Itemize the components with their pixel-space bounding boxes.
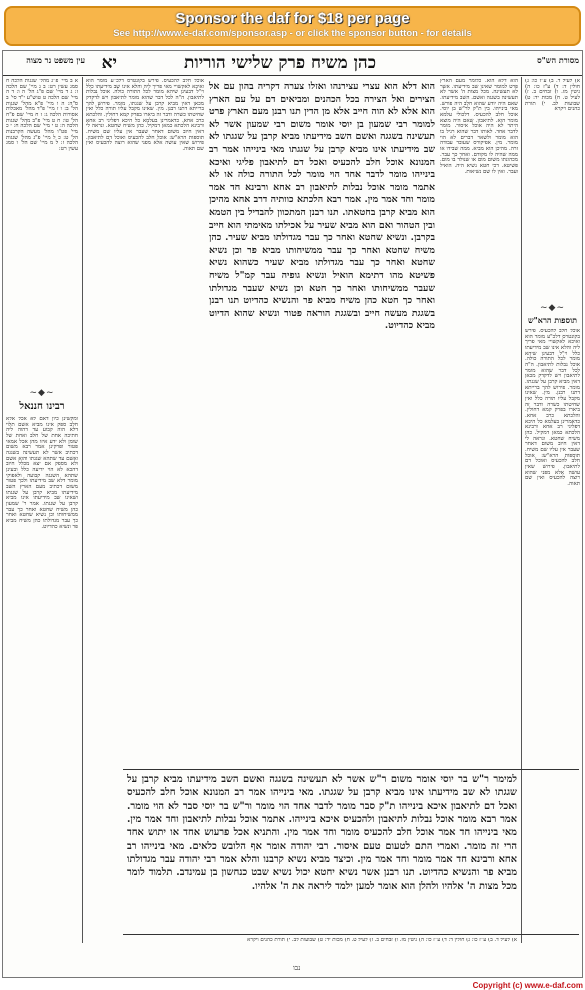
- rashi-column: הוא דלא הוא. כלומר מעם הארץ פרט למומר שאינו שב מידיעתו. אשר לא תעשינה. מכל מצות ה' אשר לא תעשינה בשגגה ואשם. השב מידיעתו. שאם היה יודע שהוא חלב היה פורש. מאי בינייהו. בין ת"ק לר"ש בן יוסי. אוכל חלב להכעיס. דלכולי עלמא מומר הוא. לתיאבון. שאם היה מוצא היתר לא היה אוכל איסור. מומר לדבר אחד. לאותו דבר שהוא רגיל בו הוא מומר ולשאר דברים לא הוי מומר. מין. אפיקורס שעובד עבודה זרה. מהיכן הוא מביא. ממה שבידו או ממה שהיה לו מקודם. ואחר כך עבר. מכהונתו משום מום או שנולד בו מום. פשיטא. דכי חטא נשיא היה. הואיל ועבר. ואין לו שם נשיאות.: [440, 79, 518, 175]
- section-rule: [123, 769, 579, 770]
- banner-subtitle[interactable]: See http://www.e-daf.com/sponsor.asp - or click the sponsor button - for details: [113, 28, 472, 39]
- tosafot-harosh-title: תוספות הרא"ש: [527, 315, 578, 325]
- tosafot-column: אוכל חלב להכעיס. פירש בקונטרס דלכ"ע מומר הוא ואיכא לאקשויי מאי פריך ליה והלא אינו שב מידיעתו כלל וי"ל דבעינן שיהא מומר לכל התורה כולה. אוכל נבלות לתיאבון. ה"ה לכל דבר שהוא מומר לתיאבון ויש לדקדק מכאן דאין מביא קרבן על שגגתו. מומר. פירוש להך ברייתא דתנו רבנן. מין. שאינו מקבל עליו תורה כלל ואין שחיטתו כשרה ודבר זה ביארו בפרק קמא דחולין. והלכתא כרב אחא. כדאמרינן בעלמא כל היכא דפליגי רב אחא ורבינא הלכתא כמאן דמקיל. כהן משיח שחטא. ונראה לי דאין חיוב משום דאחר שעבר אין עליו שם משיח. תוספות הרא"ש: אוכל חלב להכעיס ואוכל דם לתיאבון. פירוש שאין עושה אלא מפני שהוא רוצה להכעיס ואין שם תאוה.: [86, 79, 204, 153]
- gemara-main-text: הוא דלא הוא עצרי עצירנהו ואזלו צערה דקריה בהון עם אל הצירים ואל הצירה בכל הכהנים ומביאים דם על עם הארץ הוא אלא לא הוה חייב אלא מן הדין תנו רבנן מעם הארץ פרט למומר רבי שמעון בן יוסי אומר משום רבי שמעון אשר לא תעשינה בשגגה ואשם השב מידיעתו מביא קרבן על שגגתו לא שב מידיעתו אינו מביא קרבן על שגגתו מאי בינייהו אמר רב המנונא אוכל חלב להכעיס ואכל דם לתיאבון פליגי ואיכא בינייהו מומר לדבר אחד הוי מומר לכל התורה כולה או לא אתמר מומר אוכל נבלות לתיאבון רב אחא ורבינא חד אמר מומר וחד אמר מין. אמר רבא הלכתא כוותיה דרב אחא מהיכן הוא מביא קרבן בחטאתו. תנו רבנן המתכוון להבדיל בין הטמא ובין הטהור ואם הוא מביא שעיר על אכילתו מאימתי הוא חייב בקרבן. ונשיא שחטא ואחר כך עבר מגדולתו מביא שעיר. כהן משיח שחטא ואחר כך עבר ממשיחותו מביא פר וכן נשיא שחטא ואחר כך עבר מגדולתו מביא שעיר כשהוא נשיא פשיטא מהו דתימא הואיל ונשיא גופיה עבר קמ"ל משיח שעבר ממשיחותו ואחר כך חטא וכן נשיא שעבר מגדולתו ואחר כך חטא כהן משיח מביא פר והנשיא כהדיוט תנו רבנן בשגגת מעשה חייב ובשגגת הוראה פטור ונשיא שהוא הדיוט מביא כהדיוט.: [209, 81, 435, 332]
- header-rule: [3, 75, 582, 76]
- ornament-divider: ~◆~: [539, 303, 565, 313]
- header-daf-number: יא: [101, 53, 117, 73]
- header-ein-mishpat: עין משפט נר מצוה: [26, 55, 85, 65]
- gemara-lower-text: למימר ר"ש בר יוסי אומר משום ר"ש אשר לא תעשינה בשגגה ואשם השב מידיעתו מביא קרבן על שגגתו לא שב מידיעתו אינו מביא קרבן על שגגתו. מאי בינייהו אמר רב המנונא אוכל חלב להכעיס ואכל דם לתיאבון איכא בינייהו ת"ק סבר מומר לדבר אחד הוי מומר ור"ש בר יוסי סבר לא הוי מומר. אמר רבא מומר אוכל נבלות לתיאבון ולהכעיס איכא בינייהו. אתמר אוכל נבלות לתיאבון וחד אמר מין. מאי בינייהו חד אמר אוכל חלב להכעיס מומר וחד אמר מין. והתניא אכל פרעוש אחד או יתוש אחד הרי זה מומר. ואמרי התם לטעום טעם איסור. רבי יהודה אומר אף הלובש כלאים. מאי בינייהו רב אחא ורבינא חד אמר מומר וחד אמר מין. וכיצד מביא נשיא קרבנו והלא אמר רבי יהודה עבר מגדולתו מביא פר והנשיא כהדיוט. תנו רבנן אשר נשיא יחטא יכול נשיא שבט כנחשון בן עמינדב. תלמוד לומר מכל מצות ה' אלהיו ולהלן הוא אומר למען ילמד ליראה את ה' אלהיו.: [127, 774, 517, 892]
- column-rule: [521, 77, 522, 943]
- section-rule: [123, 934, 579, 935]
- rabbeinu-chananel-column: ומקשינן כיון דאם לא אכל אלא חלב ספק אינו מביא אשם תלוי דלא הוה קבוע עד דהוה ליה חתיכה אחת של חלב ואחת של שומן ולא ידע איזו מהן אכל אמאי פטור ופרקינן אמר רבא משום דכתיב אשר לא תעשינה בשגגה ואשם עד שתהא שגגתו והוא אשם ולא מספק אם יצא מכלל חיוב דהכא לא הוי ידיעה כלל ובעינן שתהא השגגה קבועה ולאפוקי מומר דלא שב מידיעתו ולכך פטור משום דכתיב מעם הארץ השב מידיעתו מביא קרבן על שגגתו ושאינו שב מידיעתו אינו מביא קרבן על שגגתו. אמר ר' שמעון כהן משיח שחטא ואחר כך עבר ממשיחותו וכן נשיא שחטא ואחר כך עבר מגדולתו כהן משיח מביא פר ונשיא כהדיוט.: [6, 417, 78, 530]
- talmud-page: [2, 50, 583, 978]
- banner-title[interactable]: Sponsor the daf for $18 per page: [175, 10, 410, 27]
- bottom-notes: א) לעיל ד. ב) ע"ז כו: ג) חולין ד: ד) ע"ז כו: ה) גיטין מז. ו) זבחים ב. ז) לעיל ט. ח) מכות יד: ט) שבועות לב. י) תורת כהנים ויקרא: [247, 938, 517, 943]
- page-number: נבו: [293, 964, 301, 972]
- tosafot-harosh-column: אוכל חלב להכעיס. פירש בקונטרס דלכ"ע מומר הוא ואיכא לאקשויי מאי פריך ליה והלא אינו שב מידיעתו כלל וי"ל דבעינן שיהא מומר לכל התורה כולה. אוכל נבלות לתיאבון. ה"ה לכל דבר שהוא מומר לתיאבון ויש לדקדק מכאן דאין מביא קרבן על שגגתו. מומר. פירוש להך ברייתא דתנו רבנן. מין. שאינו מקבל עליו תורה כלל ואין שחיטתו כשרה ודבר זה ביארו בפרק קמא דחולין. והלכתא כרב אחא. כדאמרינן בעלמא כל היכא דפליגי רב אחא ורבינא הלכתא כמאן דמקיל. כהן משיח שחטא. ונראה לי דאין חיוב משום דאחר שעבר אין עליו שם משיח. תוספות הרא"ש: אוכל חלב להכעיס ואוכל דם לתיאבון. פירוש שאין עושה אלא מפני שהוא רוצה להכעיס ואין שם תאוה.: [525, 329, 580, 488]
- header-chapter-title: כהן משיח פרק שלישי הוריות: [183, 53, 376, 73]
- ein-mishpat-column: א ב מיי' פ"ג מהל' שגגות הלכה ח סמג עשין רט: ב ג מיי' שם הלכה ז: ג ד מיי' שם פ"ג הל' ה ו: ד ה מיי' שם הלכה ט טוש"ע י"ד סי' ב ס"ה: ה ו מיי' פ"א מהל' שגגות הל' ב: ו ז מיי' פ"ד מהל' מאכלות אסורות הלכה ג: ז ח מיי' שם פ"ח הל' טו: ח ט מיי' פ"ב מהל' שגגות הלכה ה: ט י מיי' שם הלכה ח: י כ מיי' פט"ו מהל' מעשה הקרבנות הל' ט: כ ל מיי' פ"ג מהל' שגגות הלכה ז: ל מ מיי' שם הל' ו סמג עשין רט:: [6, 79, 78, 153]
- copyright-link[interactable]: Copyright (c) www.e-daf.com: [472, 981, 583, 990]
- mesoret-hashas-column: א) לעיל ד. ב) ע"ז כו: ג) חולין ד: ד) ע"ז כו: ה) גיטין מז. ו) זבחים ב. ז) לעיל ט. ח) מכות יד: ט) שבועות לב. י) תורת כהנים ויקרא: [525, 79, 580, 113]
- header-mesoret: מסורת הש"ס: [537, 55, 579, 65]
- rabbeinu-chananel-title: רבינו חננאל: [19, 401, 65, 412]
- sponsor-banner[interactable]: [4, 6, 581, 46]
- column-rule: [82, 77, 83, 943]
- ornament-divider: ~◆~: [29, 388, 55, 398]
